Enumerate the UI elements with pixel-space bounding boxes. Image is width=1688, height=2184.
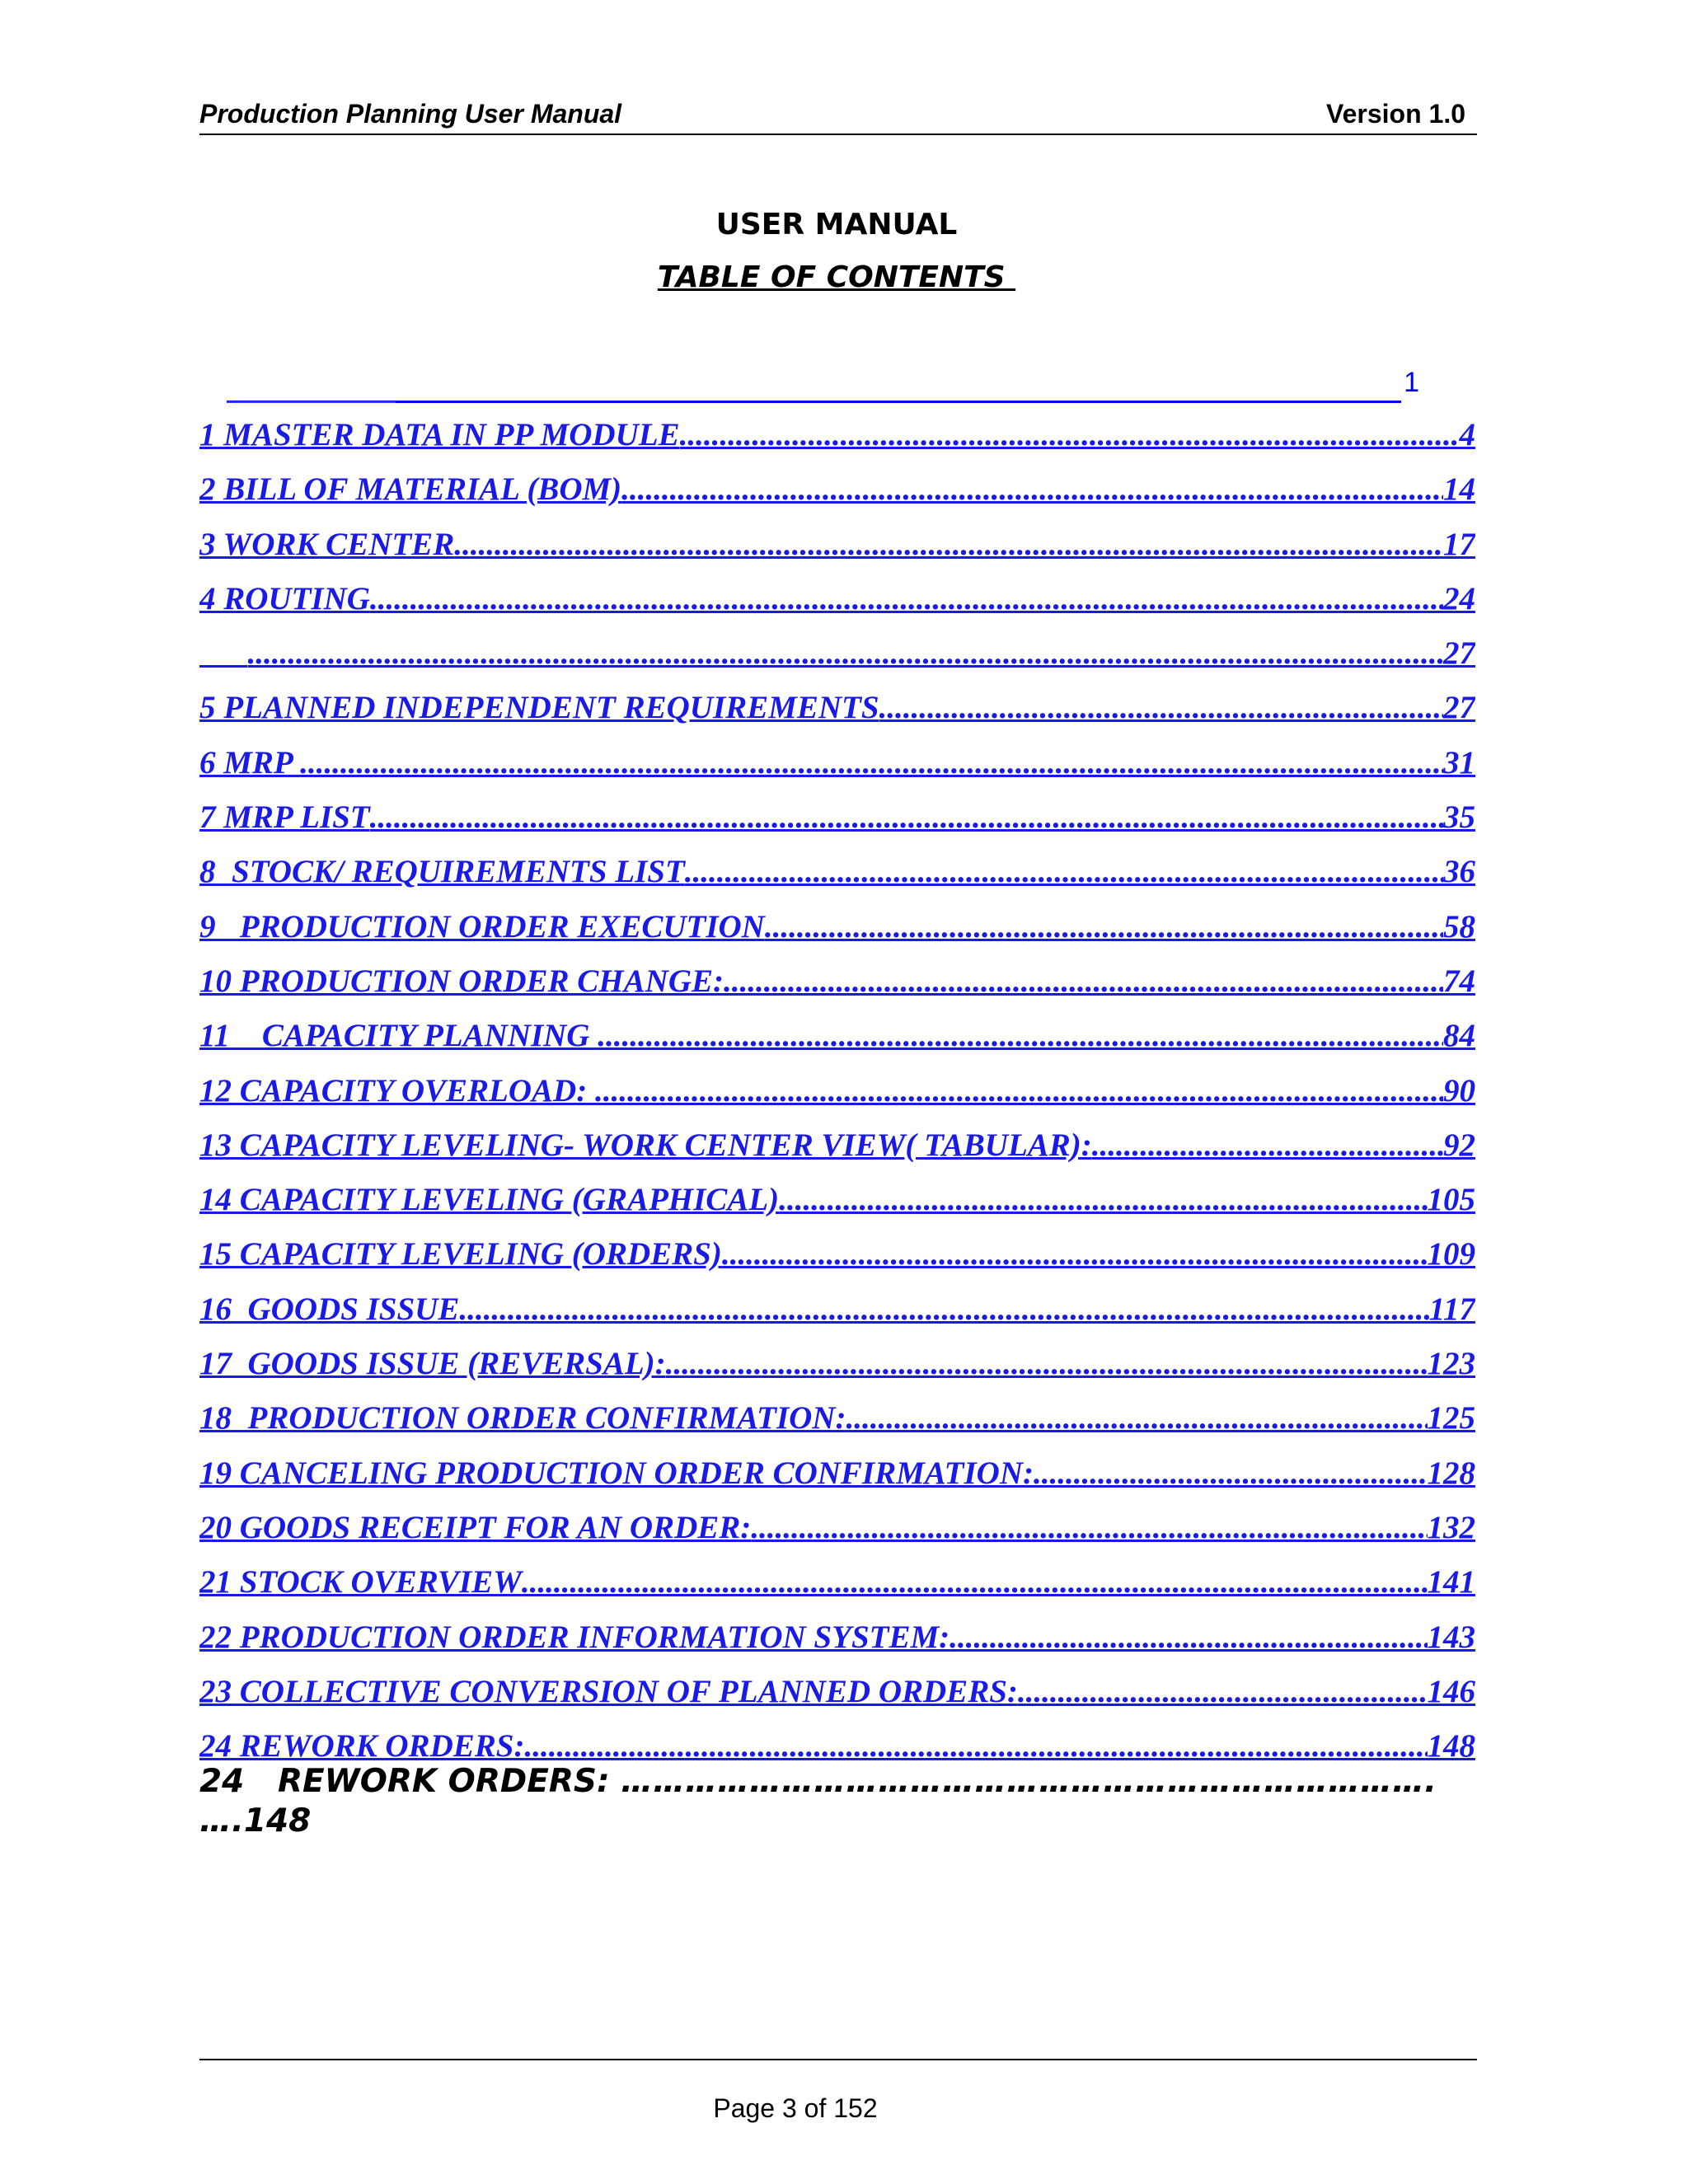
toc-leader-dots bbox=[722, 1235, 1428, 1272]
toc-entry-page: 132 bbox=[1427, 1509, 1475, 1545]
toc-entry-link[interactable] bbox=[199, 471, 1475, 525]
toc-entry-link[interactable] bbox=[199, 744, 1475, 799]
toc-leader-dots bbox=[621, 471, 1443, 508]
toc-entry-title: 20 GOODS RECEIPT FOR AN ORDER: bbox=[199, 1509, 752, 1545]
toc-entry-page: 14 bbox=[1443, 471, 1475, 508]
toc-entry-page: 27 bbox=[1443, 635, 1475, 672]
toc-leader-dots bbox=[879, 689, 1443, 726]
toc-entry-link[interactable] bbox=[199, 1345, 1475, 1399]
toc-entry-page: 90 bbox=[1443, 1072, 1475, 1108]
toc-entry-title: 9 PRODUCTION ORDER EXECUTION bbox=[199, 908, 765, 944]
toc-leader-dots bbox=[370, 799, 1443, 836]
toc-leader-dots bbox=[680, 416, 1460, 453]
toc-entry-link[interactable] bbox=[199, 1399, 1475, 1454]
toc-leader-dots bbox=[1092, 1127, 1443, 1164]
toc-entry-link[interactable] bbox=[199, 1291, 1475, 1345]
toc-entry-page: 143 bbox=[1427, 1619, 1475, 1655]
page-number: Page 3 of 152 bbox=[713, 2093, 878, 2123]
toc-leader-dots bbox=[459, 1291, 1428, 1328]
toc-entry-title: 19 CANCELING PRODUCTION ORDER CONFIRMATION: bbox=[199, 1455, 1034, 1491]
toc-leader-dots bbox=[595, 1072, 1443, 1109]
toc-entry-link[interactable] bbox=[199, 1619, 1475, 1673]
toc-entry-page: 84 bbox=[1443, 1018, 1475, 1054]
footer-rule bbox=[199, 2059, 1477, 2060]
toc-entry-link[interactable] bbox=[199, 799, 1475, 853]
toc-leader-dots bbox=[685, 853, 1443, 890]
toc-entry-title: 12 CAPACITY OVERLOAD: bbox=[199, 1072, 595, 1108]
toc-leader-dots bbox=[765, 908, 1443, 945]
toc-entry-link[interactable] bbox=[199, 635, 1475, 689]
toc-plain-entry: 24 REWORK ORDERS: …………………………………………………………………. ….148 bbox=[199, 1763, 1437, 1840]
toc-leader-dots bbox=[751, 1509, 1427, 1546]
toc-leader-dots bbox=[454, 526, 1443, 563]
toc-entry-page: 36 bbox=[1443, 854, 1475, 890]
toc-blank-entry[interactable] bbox=[227, 363, 1419, 403]
toc-entry-page: 24 bbox=[1443, 580, 1475, 616]
toc-leader-dots bbox=[666, 1345, 1428, 1382]
toc-entry-page: 17 bbox=[1443, 526, 1475, 562]
toc-entry-link[interactable] bbox=[199, 1235, 1475, 1290]
toc-entry-page: 141 bbox=[1427, 1564, 1475, 1601]
toc-leader-dots bbox=[779, 1181, 1427, 1218]
toc-entry-link[interactable] bbox=[199, 580, 1475, 635]
toc-entry-title: 24 REWORK ORDERS: bbox=[199, 1728, 525, 1765]
toc-leader-dots bbox=[248, 635, 1444, 672]
toc-entry-title: 13 CAPACITY LEVELING- WORK CENTER VIEW( TABULAR): bbox=[199, 1127, 1092, 1163]
toc-entry-page: 125 bbox=[1427, 1400, 1475, 1436]
toc-entry-link[interactable] bbox=[199, 1673, 1475, 1727]
toc-entry-page: 105 bbox=[1427, 1182, 1475, 1218]
toc-entry-link[interactable] bbox=[199, 1181, 1475, 1235]
toc-entry-title: 8 STOCK/ REQUIREMENTS LIST bbox=[199, 854, 685, 890]
toc-blank-page: 1 bbox=[1404, 367, 1419, 398]
toc-entry-link[interactable] bbox=[199, 1563, 1475, 1618]
toc-leader-dots bbox=[724, 963, 1443, 1000]
toc-entry-page: 58 bbox=[1443, 908, 1475, 944]
toc-entry-title: 10 PRODUCTION ORDER CHANGE: bbox=[199, 963, 724, 999]
toc-entry-page: 27 bbox=[1443, 690, 1475, 726]
toc-entry-link[interactable] bbox=[199, 526, 1475, 580]
toc-entry-link[interactable] bbox=[199, 1017, 1475, 1071]
toc-leader-dots bbox=[300, 744, 1443, 781]
toc-entry-title: 6 MRP bbox=[199, 744, 301, 780]
toc-entry-page: 117 bbox=[1428, 1291, 1475, 1327]
toc-entry-title: 22 PRODUCTION ORDER INFORMATION SYSTEM: bbox=[199, 1619, 950, 1655]
toc-entry-page: 4 bbox=[1459, 417, 1475, 452]
manual-title: USER MANUAL bbox=[715, 208, 958, 241]
toc-blank-indent bbox=[227, 401, 396, 403]
toc-entry-link[interactable] bbox=[199, 1455, 1475, 1509]
toc-leader-dots bbox=[522, 1563, 1428, 1601]
toc-leader-dots bbox=[1034, 1455, 1428, 1492]
toc-entry-link[interactable] bbox=[199, 853, 1475, 907]
toc-entry-title: 7 MRP LIST bbox=[199, 799, 370, 836]
toc-entry-title: 17 GOODS ISSUE (REVERSAL): bbox=[199, 1346, 666, 1382]
toc-entry-title: 2 BILL OF MATERIAL (BOM) bbox=[199, 471, 622, 508]
toc-heading: TABLE OF CONTENTS bbox=[657, 260, 1016, 294]
toc-entry-title: 3 WORK CENTER bbox=[199, 526, 455, 562]
header-title: Production Planning User Manual bbox=[199, 99, 622, 129]
toc-entry-link[interactable] bbox=[199, 1072, 1475, 1127]
toc-entry-page: 123 bbox=[1427, 1346, 1475, 1382]
toc-entry-title: 21 STOCK OVERVIEW bbox=[199, 1564, 522, 1601]
toc-entry-page: 74 bbox=[1443, 963, 1475, 999]
toc-entry-title: 23 COLLECTIVE CONVERSION OF PLANNED ORDERS: bbox=[199, 1673, 1018, 1709]
toc-entry-title: 4 ROUTING bbox=[199, 580, 370, 616]
toc-leader-dots bbox=[370, 580, 1443, 617]
toc-entry-link[interactable] bbox=[199, 416, 1475, 471]
toc-entry-page: 35 bbox=[1443, 799, 1475, 836]
toc-entry-page: 109 bbox=[1427, 1236, 1475, 1272]
toc-entry-title: 14 CAPACITY LEVELING (GRAPHICAL) bbox=[199, 1182, 780, 1218]
header-version: Version 1.0 bbox=[1326, 99, 1465, 129]
toc-leader-dots bbox=[598, 1017, 1443, 1054]
toc-entry-page: 92 bbox=[1443, 1127, 1475, 1163]
toc-entry-title: 1 MASTER DATA IN PP MODULE bbox=[199, 417, 680, 452]
toc-entry-link[interactable] bbox=[199, 689, 1475, 743]
toc-leader-dots bbox=[1018, 1673, 1428, 1710]
toc-entry-title: 11 CAPACITY PLANNING bbox=[199, 1018, 598, 1054]
table-of-contents bbox=[199, 416, 1475, 1782]
toc-entry-link[interactable] bbox=[199, 1127, 1475, 1181]
header-rule bbox=[199, 134, 1477, 135]
toc-leader-dots bbox=[524, 1727, 1427, 1765]
toc-entry-title: 5 PLANNED INDEPENDENT REQUIREMENTS bbox=[199, 690, 879, 726]
toc-entry-page: 31 bbox=[1443, 744, 1475, 780]
toc-entry-title: 18 PRODUCTION ORDER CONFIRMATION: bbox=[199, 1400, 846, 1436]
toc-entry-link[interactable] bbox=[199, 1509, 1475, 1563]
toc-entry-title: 15 CAPACITY LEVELING (ORDERS) bbox=[199, 1236, 722, 1272]
toc-leader-dots bbox=[950, 1619, 1427, 1656]
toc-entry-title bbox=[199, 635, 248, 672]
toc-entry-page: 128 bbox=[1427, 1455, 1475, 1491]
toc-leader-dots bbox=[846, 1399, 1427, 1436]
toc-entry-link[interactable] bbox=[199, 963, 1475, 1017]
toc-entry-page: 146 bbox=[1427, 1673, 1475, 1709]
toc-entry-page: 148 bbox=[1427, 1728, 1475, 1765]
toc-entry-title: 16 GOODS ISSUE bbox=[199, 1291, 460, 1327]
toc-entry-link[interactable] bbox=[199, 908, 1475, 963]
